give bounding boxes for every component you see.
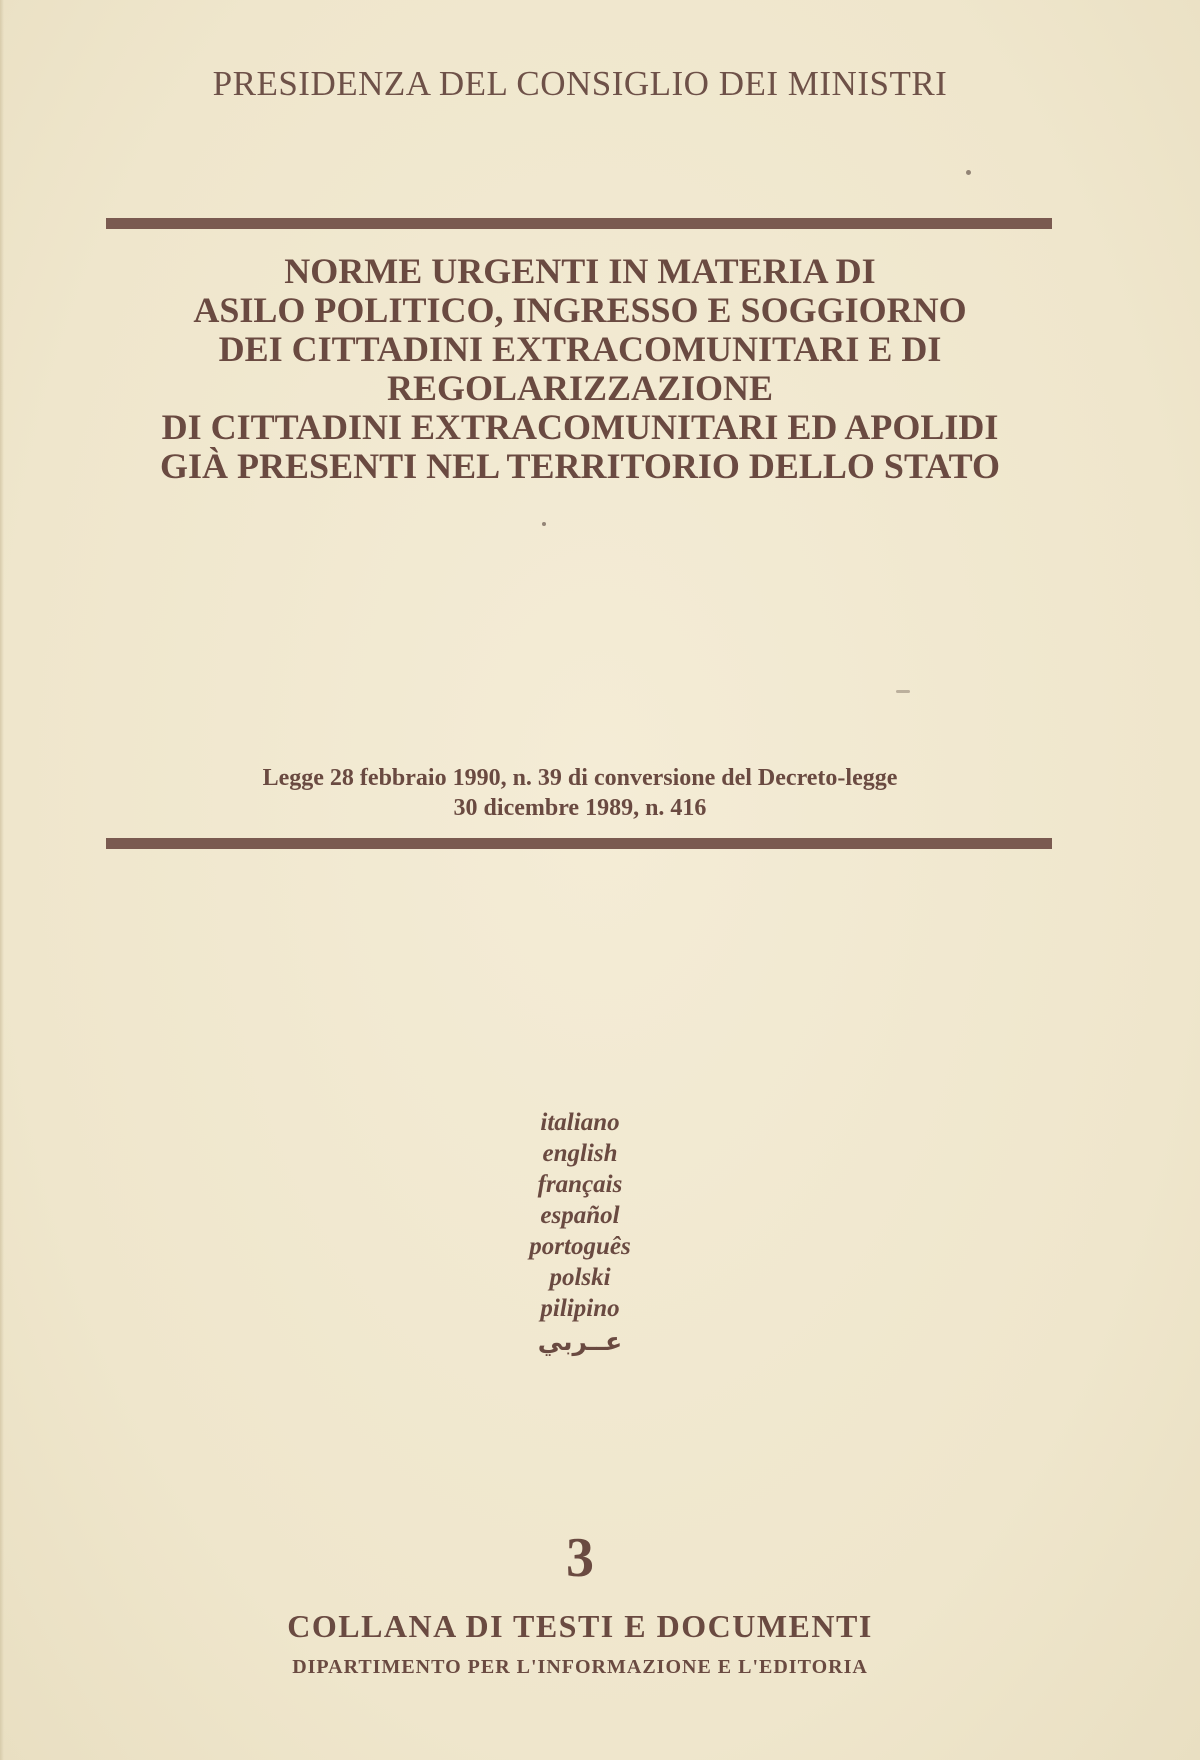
title-line: DEI CITTADINI EXTRACOMUNITARI E DI	[218, 329, 942, 369]
language-item-arabic: عــربي	[537, 1327, 623, 1356]
paper-speck	[542, 522, 546, 526]
title-line: ASILO POLITICO, INGRESSO E SOGGIORNO	[193, 290, 967, 330]
department-name: DIPARTIMENTO PER L'INFORMAZIONE E L'EDITORIA	[292, 1656, 868, 1678]
title-line: GIÀ PRESENTI NEL TERRITORIO DELLO STATO	[160, 446, 1000, 486]
volume-number: 3	[566, 1527, 594, 1589]
issuer-heading: PRESIDENZA DEL CONSIGLIO DEI MINISTRI	[212, 64, 948, 103]
title-line: DI CITTADINI EXTRACOMUNITARI ED APOLIDI	[161, 407, 999, 447]
language-list	[0, 1107, 1160, 1360]
language-item: english	[542, 1140, 618, 1167]
law-reference	[0, 763, 1160, 823]
title-line: NORME URGENTI IN MATERIA DI	[284, 251, 876, 291]
language-item: polski	[549, 1264, 611, 1291]
language-item: italiano	[540, 1109, 620, 1136]
paper-speck	[966, 170, 971, 175]
language-item: français	[537, 1171, 623, 1198]
language-item: español	[540, 1202, 620, 1229]
law-reference-line: Legge 28 febbraio 1990, n. 39 di conversione del Decreto-legge	[262, 765, 898, 791]
series-title: COLLANA DI TESTI E DOCUMENTI	[287, 1608, 873, 1644]
paper-speck	[896, 690, 910, 693]
bottom-divider-rule	[106, 838, 1052, 849]
language-item: pilipino	[540, 1295, 620, 1322]
document-title	[0, 252, 1160, 486]
title-line: REGOLARIZZAZIONE	[386, 368, 774, 408]
language-item: portoguês	[529, 1233, 631, 1260]
law-reference-line: 30 dicembre 1989, n. 416	[453, 795, 707, 821]
top-divider-rule	[106, 218, 1052, 229]
